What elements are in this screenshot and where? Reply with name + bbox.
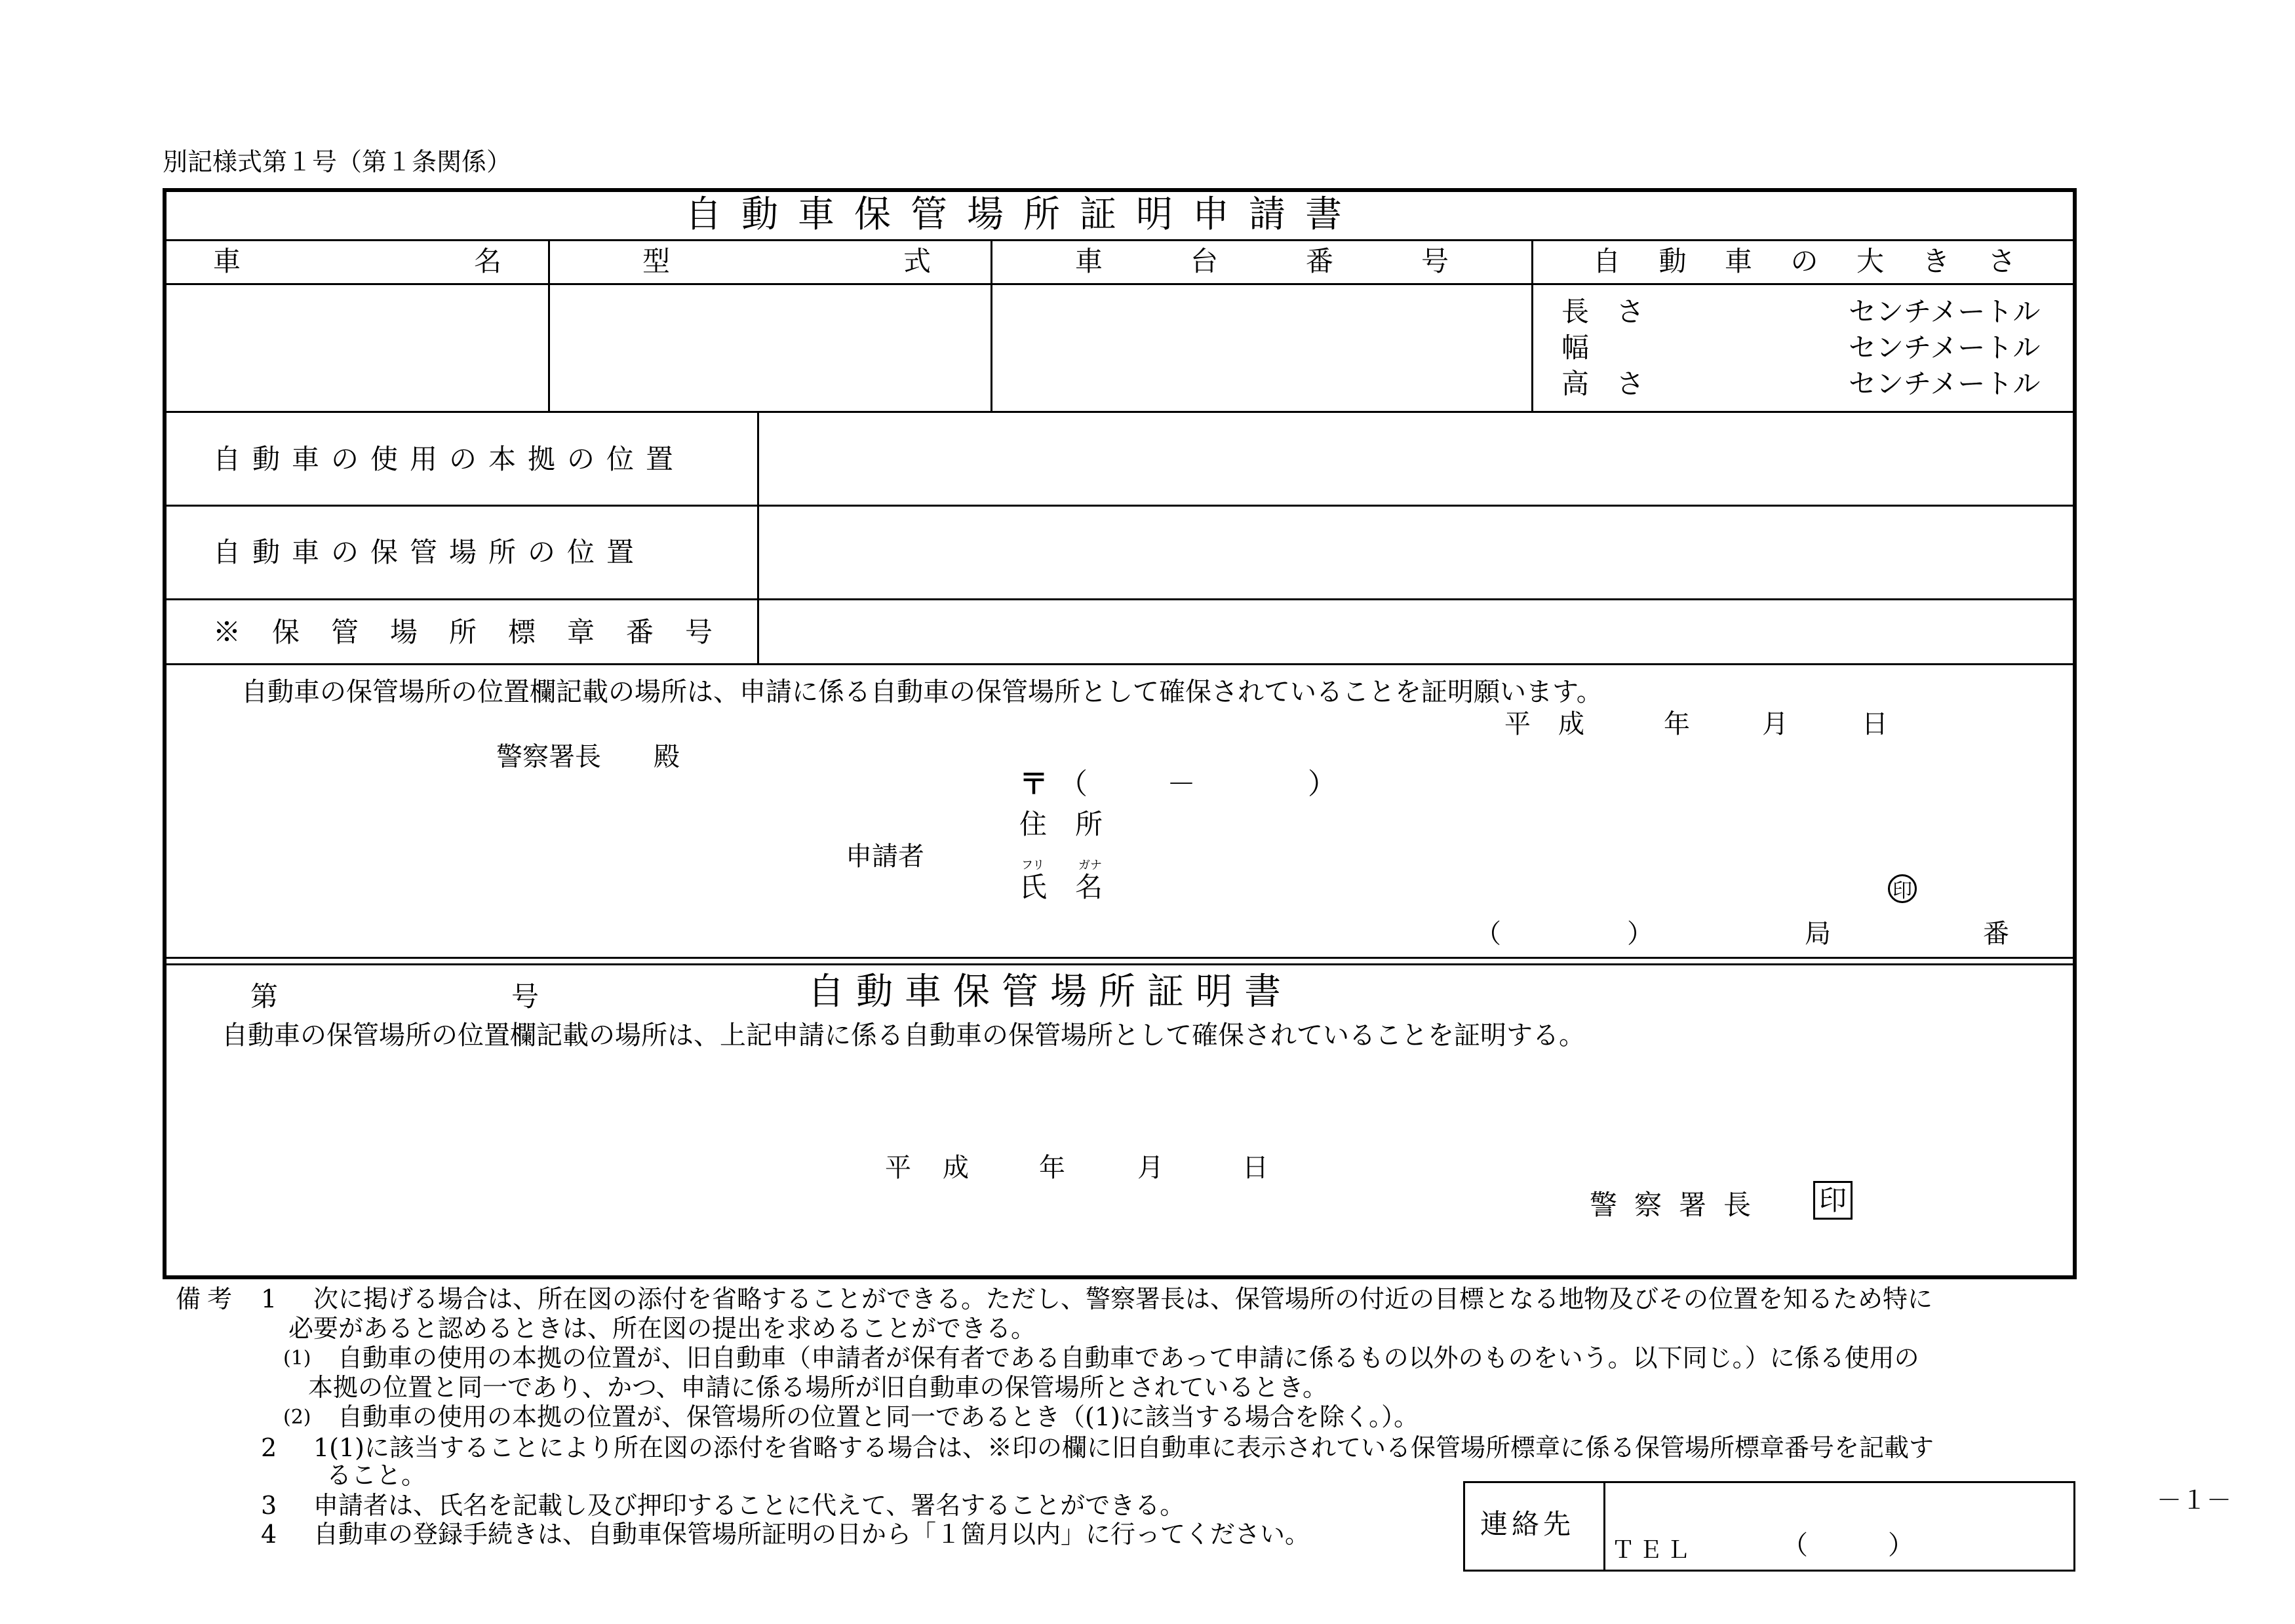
divider bbox=[164, 598, 2075, 600]
header-chassis-number: 車 台 番 号 bbox=[1075, 245, 1449, 277]
certificate-statement: 自動車の保管場所の位置欄記載の場所は、上記申請に係る自動車の保管場所として確保されていることを証明する。 bbox=[222, 1020, 1585, 1051]
header-car-name: 車 名 bbox=[213, 245, 501, 277]
name-ruby-gana: ガナ bbox=[1078, 859, 1102, 872]
address-field[interactable] bbox=[1128, 803, 1849, 842]
contact-area-code-field[interactable] bbox=[1822, 1534, 1881, 1562]
divider bbox=[548, 240, 550, 412]
remark-line: 自動車の登録手続きは、自動車保管場所証明の日から「１箇月以内」に行ってください。 bbox=[313, 1520, 1310, 1549]
remark-number: (2) bbox=[283, 1406, 311, 1429]
divider bbox=[164, 239, 2075, 241]
remark-number: 2 bbox=[261, 1433, 277, 1462]
application-date: 平 成 年 月 日 bbox=[1504, 709, 1888, 739]
sticker-number-field[interactable] bbox=[762, 602, 2073, 662]
contact-paren-open: （ bbox=[1782, 1530, 1808, 1560]
remark-line: 申請者は、氏名を記載し及び押印することに代えて、署名することができる。 bbox=[313, 1491, 1185, 1520]
size-label-width: 幅 bbox=[1561, 332, 1590, 364]
certificate-title: 自動車保管場所証明書 bbox=[808, 971, 1293, 1013]
remark-line: 次に掲げる場合は、所在図の添付を省略することができる。ただし、警察署長は、保管場所の付近の目標となる地物及びその位置を知るため特に bbox=[313, 1285, 1933, 1313]
remark-number: 1 bbox=[261, 1285, 277, 1313]
chassis-number-field[interactable] bbox=[993, 286, 1531, 410]
divider bbox=[1603, 1482, 1605, 1570]
remark-number: 3 bbox=[261, 1491, 277, 1520]
certificate-number: 第 号 bbox=[250, 980, 539, 1013]
application-title: 自動車保管場所証明申請書 bbox=[685, 193, 1362, 236]
base-location-field[interactable] bbox=[762, 414, 2073, 503]
divider bbox=[164, 957, 2075, 959]
remarks-label: 備考 bbox=[176, 1285, 239, 1313]
label-storage-location: 自動車の保管場所の位置 bbox=[213, 536, 646, 568]
phone-number: （ ） 局 番 bbox=[1475, 919, 2009, 949]
addressee-police-chief: 警察署長 殿 bbox=[496, 742, 680, 772]
name-label: 氏 名 bbox=[1019, 871, 1103, 903]
request-statement: 自動車の保管場所の位置欄記載の場所は、申請に係る自動車の保管場所として確保されていることを証明願います。 bbox=[241, 677, 1603, 707]
size-unit-height: センチメートル bbox=[1849, 368, 2041, 400]
width-field[interactable] bbox=[1678, 332, 1835, 365]
contact-paren-close: ） bbox=[1888, 1530, 1914, 1560]
divider bbox=[164, 963, 2075, 965]
car-name-field[interactable] bbox=[167, 286, 547, 410]
divider bbox=[991, 240, 992, 412]
header-model: 型 式 bbox=[642, 245, 931, 277]
contact-tel-label: ＴＥＬ bbox=[1611, 1537, 1695, 1564]
certificate-date: 平 成 年 月 日 bbox=[885, 1153, 1268, 1183]
certificate-seal: 印 bbox=[1813, 1187, 1853, 1214]
remark-number: 4 bbox=[261, 1520, 277, 1549]
remark-line: 本拠の位置と同一であり、かつ、申請に係る場所が旧自動車の保管場所とされているとき。 bbox=[308, 1373, 1327, 1402]
page-number: －１－ bbox=[2157, 1486, 2232, 1515]
contact-label: 連絡先 bbox=[1480, 1508, 1575, 1540]
remark-number: (1) bbox=[283, 1347, 311, 1370]
size-unit-width: センチメートル bbox=[1849, 332, 2041, 364]
name-ruby-furi: フリ bbox=[1021, 859, 1045, 872]
remark-line: 1(1)に該当することにより所在図の添付を省略する場合は、※印の欄に旧自動車に表示されている保管場所標章に係る保管場所標章番号を記載す bbox=[313, 1433, 1934, 1462]
height-field[interactable] bbox=[1678, 368, 1835, 401]
label-sticker-number: ※保管場所標章番号 bbox=[213, 616, 745, 648]
certificate-signer: 警察署長 bbox=[1590, 1189, 1769, 1221]
address-label: 住 所 bbox=[1019, 808, 1103, 840]
remark-line: 必要があると認めるときは、所在図の提出を求めることができる。 bbox=[288, 1314, 1036, 1343]
form-number-note: 別記様式第１号（第１条関係） bbox=[163, 147, 512, 176]
divider bbox=[1531, 240, 1533, 412]
length-field[interactable] bbox=[1678, 296, 1835, 329]
divider bbox=[164, 283, 2075, 285]
postal-code: 〒 （ － ） bbox=[1019, 767, 1337, 801]
size-label-height: 高 さ bbox=[1561, 368, 1645, 400]
divider bbox=[164, 663, 2075, 665]
seal-mark: 印 bbox=[1888, 874, 1917, 903]
header-vehicle-size: 自 動 車 の 大 き さ bbox=[1593, 245, 2016, 277]
divider bbox=[164, 411, 2075, 413]
size-unit-length: センチメートル bbox=[1849, 296, 2041, 328]
name-field[interactable] bbox=[1128, 866, 1849, 906]
remark-line: ること。 bbox=[326, 1461, 427, 1490]
applicant-label: 申請者 bbox=[846, 841, 924, 872]
model-field[interactable] bbox=[551, 286, 990, 410]
contact-phone-field[interactable] bbox=[1921, 1534, 2065, 1562]
divider bbox=[164, 505, 2075, 507]
label-base-location: 自動車の使用の本拠の位置 bbox=[213, 443, 686, 475]
remark-line: 自動車の使用の本拠の位置が、保管場所の位置と同一であるとき（(1)に該当する場合を除く。）。 bbox=[338, 1402, 1419, 1431]
storage-location-field[interactable] bbox=[762, 508, 2073, 597]
divider bbox=[757, 412, 759, 664]
remark-line: 自動車の使用の本拠の位置が、旧自動車（申請者が保有者である自動車であって申請に係るもの以外のものをいう。以下同じ。）に係る使用の bbox=[338, 1344, 1919, 1372]
size-label-length: 長 さ bbox=[1561, 296, 1645, 328]
